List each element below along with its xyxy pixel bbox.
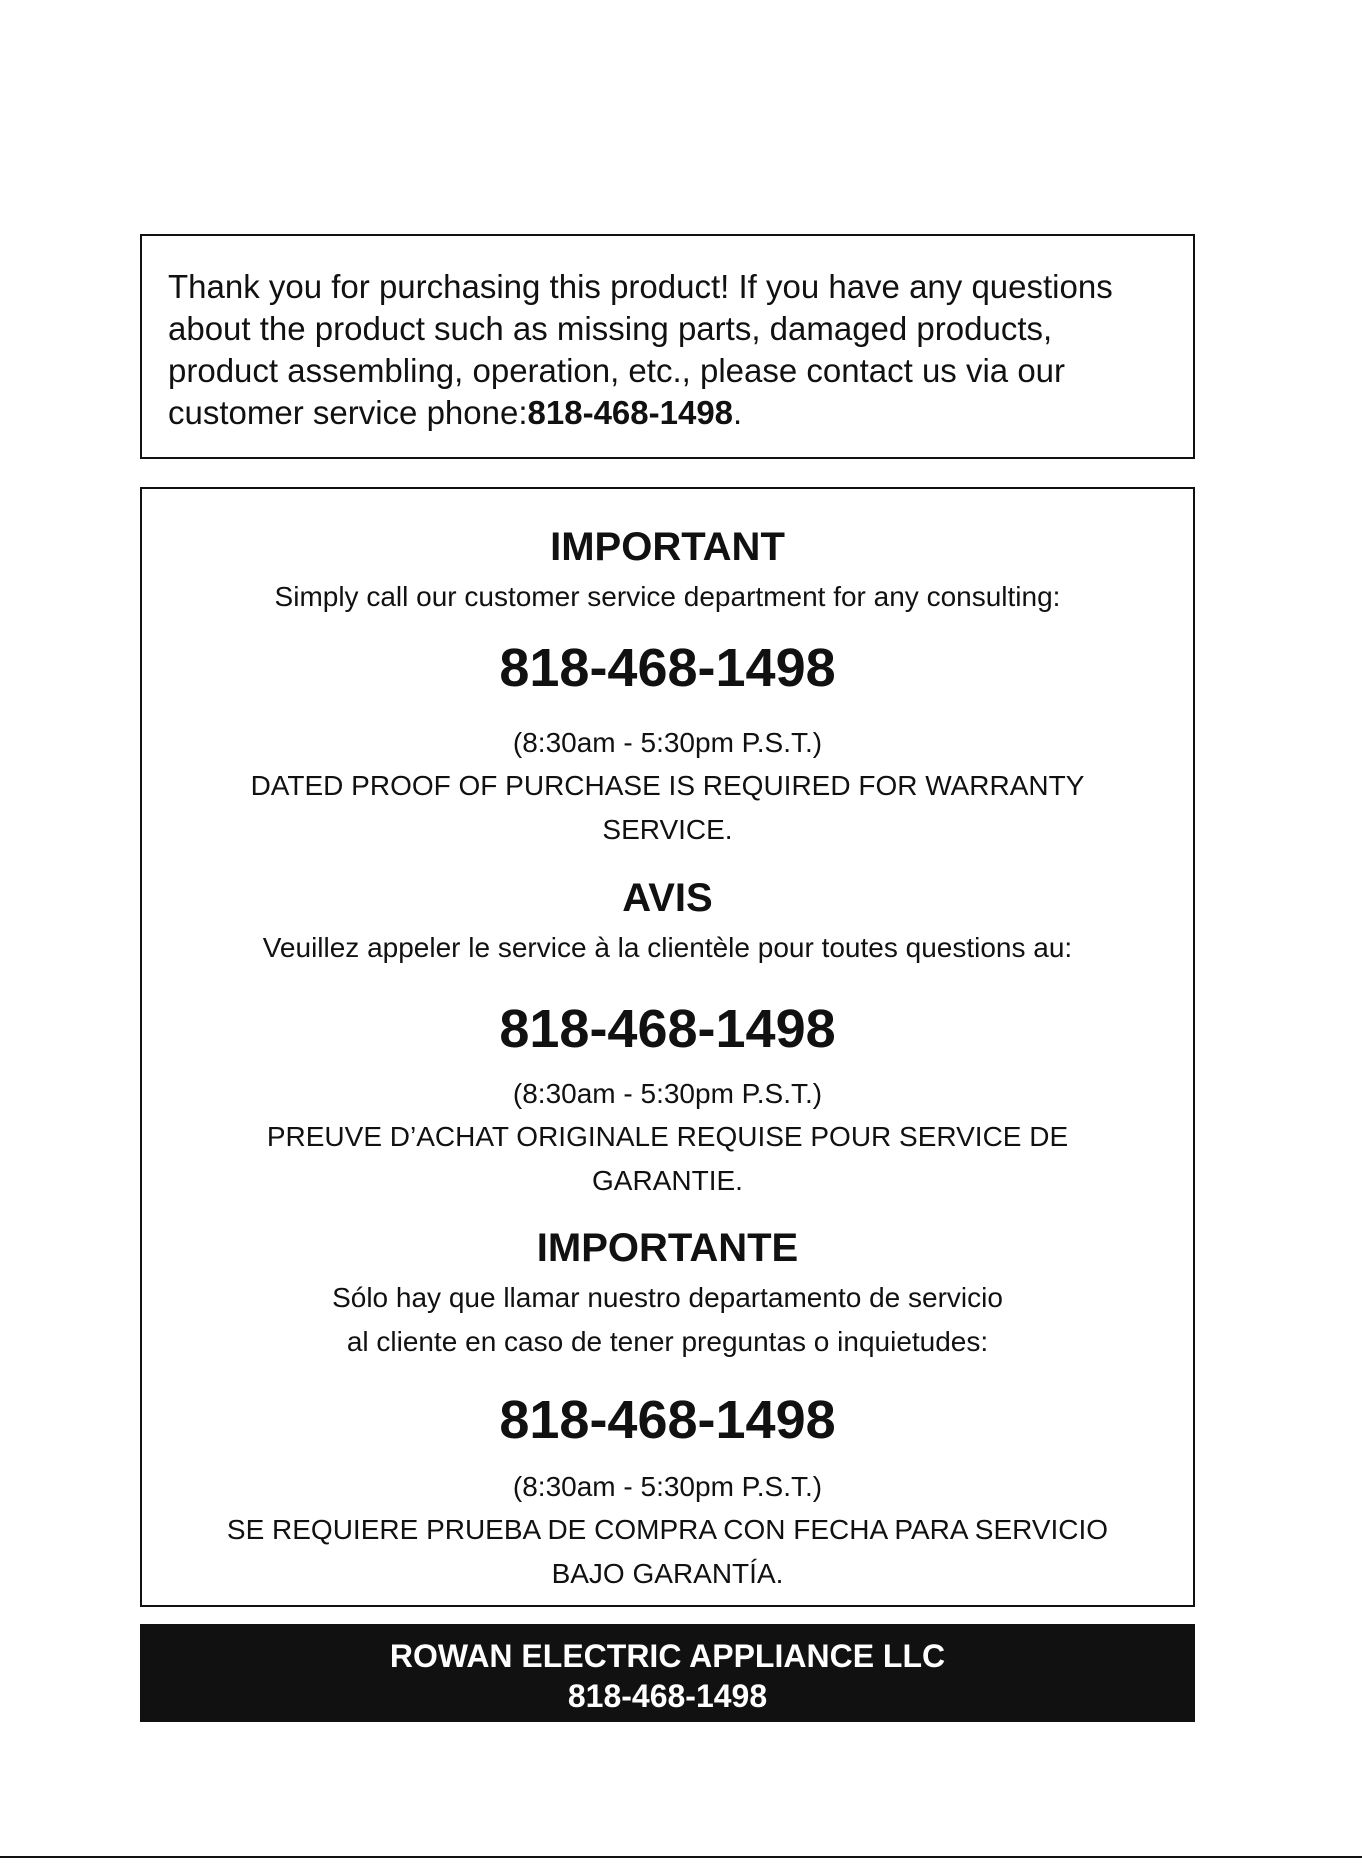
hours-french: (8:30am - 5:30pm P.S.T.) xyxy=(512,1078,823,1109)
intro-spanish-line2: al cliente en caso de tener preguntas o inquietudes: xyxy=(346,1326,989,1357)
heading-importante: IMPORTANTE xyxy=(536,1226,799,1270)
warranty-notice-english-line2: SERVICE. xyxy=(602,814,733,845)
thank-you-box xyxy=(140,234,1195,459)
company-phone: 818-468-1498 xyxy=(567,1678,768,1714)
thank-you-text: Thank you for purchasing this product! If you have any questions about the product such as missing parts, damaged products, product assembling, operation, etc., please contact us via our customer service phone: xyxy=(168,268,1113,431)
warranty-notice-spanish-line2: BAJO GARANTÍA. xyxy=(551,1558,784,1589)
bottom-divider xyxy=(0,1856,1362,1858)
thank-you-phone: 818-468-1498 xyxy=(527,394,734,431)
warranty-notice-french-line1: PREUVE D’ACHAT ORIGINALE REQUISE POUR SERVICE DE xyxy=(266,1121,1069,1152)
company-name: ROWAN ELECTRIC APPLIANCE LLC xyxy=(389,1638,946,1674)
heading-important: IMPORTANT xyxy=(550,525,785,569)
intro-spanish-line1: Sólo hay que llamar nuestro departamento de servicio xyxy=(332,1282,1003,1313)
thank-you-period: . xyxy=(733,394,743,431)
hours-english: (8:30am - 5:30pm P.S.T.) xyxy=(512,727,823,758)
intro-french: Veuillez appeler le service à la clientèle pour toutes questions au: xyxy=(262,932,1073,963)
warranty-notice-english-line1: DATED PROOF OF PURCHASE IS REQUIRED FOR WARRANTY xyxy=(250,770,1085,801)
warranty-notice-french-line2: GARANTIE. xyxy=(592,1165,743,1196)
important-box xyxy=(140,487,1195,1607)
phone-french: 818-468-1498 xyxy=(499,999,836,1059)
warranty-notice-spanish-line1: SE REQUIERE PRUEBA DE COMPRA CON FECHA PARA SERVICIO xyxy=(226,1514,1109,1545)
company-footer-bar xyxy=(140,1624,1195,1722)
heading-avis: AVIS xyxy=(622,876,713,920)
hours-spanish: (8:30am - 5:30pm P.S.T.) xyxy=(512,1471,823,1502)
phone-english: 818-468-1498 xyxy=(499,638,836,698)
intro-english: Simply call our customer service department for any consulting: xyxy=(274,581,1061,612)
phone-spanish: 818-468-1498 xyxy=(499,1390,836,1450)
thank-you-paragraph xyxy=(168,266,1167,434)
